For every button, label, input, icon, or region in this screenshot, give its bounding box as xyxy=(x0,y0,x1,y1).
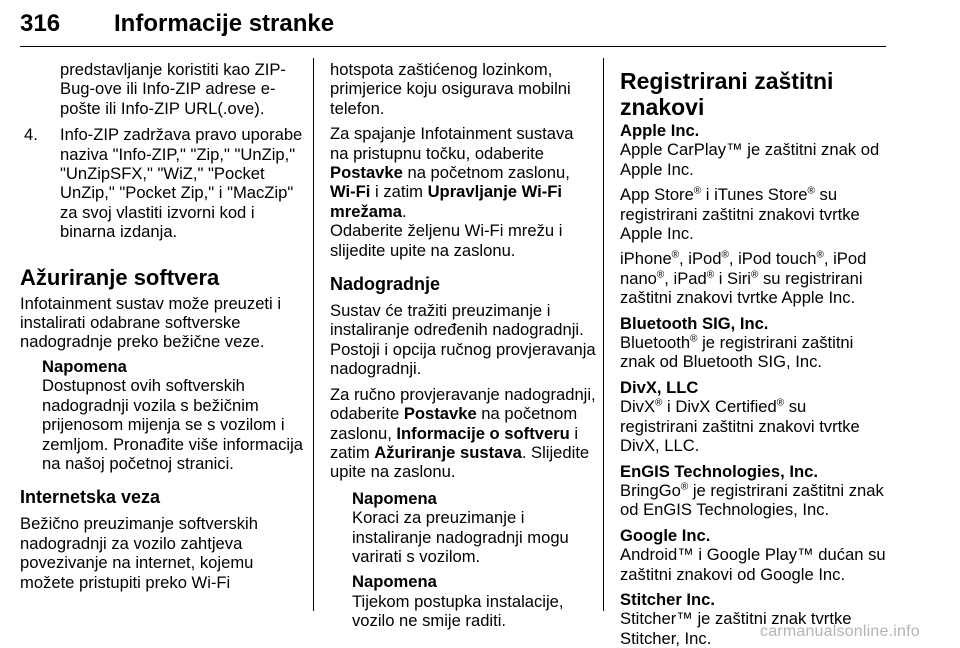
connect-instructions xyxy=(330,124,596,260)
menu-wifi: Wi-Fi xyxy=(330,182,371,202)
subsection-title-internet: Internetska veza xyxy=(20,487,161,508)
apple-store-b: i iTunes Store xyxy=(701,185,808,205)
reg-mark: ® xyxy=(680,481,689,493)
page-number: 316 xyxy=(20,10,61,37)
google-text: Android™ i Google Play™ dućan su zaštitni znakovi od Google Inc. xyxy=(620,545,886,584)
menu-settings: Postavke xyxy=(330,163,403,183)
reg-mark: ® xyxy=(721,249,729,261)
reg-mark: ® xyxy=(656,269,665,281)
bluetooth-b: je registrirani zaštitni znak od Bluetooth SIG, Inc. xyxy=(620,333,854,372)
reg-mark: ® xyxy=(693,185,702,197)
bluetooth-a: Bluetooth xyxy=(620,333,691,353)
engis-a: BringGo xyxy=(620,480,681,500)
page-title: Informacije stranke xyxy=(114,10,335,37)
apple-store-c: su registrirani zaštitni znakovi tvrtke Apple Inc. xyxy=(620,185,860,244)
reg-mark: ® xyxy=(776,397,785,409)
manual-text-c: na početnom zaslonu, xyxy=(330,404,578,443)
note-1-title: Napomena xyxy=(352,488,437,508)
reg-mark: ® xyxy=(750,269,759,281)
divx-a: DivX xyxy=(620,397,656,417)
note-2-text: Tijekom postupka instalacije, vozilo ne smije raditi. xyxy=(352,591,564,631)
connect-text-f: Odaberite željenu Wi-Fi mrežu i slijedite upite na zaslonu. xyxy=(330,221,563,260)
menu-manage-wifi: Upravljanje Wi-Fi mrežama xyxy=(330,182,563,221)
connect-text-c: na početnom zaslonu, xyxy=(402,163,570,183)
menu-settings-2: Postavke xyxy=(403,404,477,424)
updates-intro: Sustav će tražiti preuzimanje i instaliranje određenih nadogradnji. Postoji i opcija ručnog provjeravanja nadogradnji. xyxy=(330,301,596,379)
bluetooth-text xyxy=(620,333,886,372)
reg-mark: ® xyxy=(690,333,698,345)
company-apple: Apple Inc. xyxy=(620,121,700,140)
section-title-software-update: Ažuriranje softvera xyxy=(20,264,220,290)
watermark: carmanualsonline.info xyxy=(760,623,920,640)
company-stitcher: Stitcher Inc. xyxy=(620,589,715,609)
engis-text xyxy=(620,481,886,520)
apple-devices-c: , iPod touch xyxy=(728,249,817,269)
section-title-trademarks: Registrirani zaštitni znakovi xyxy=(620,68,834,120)
list-item-4 xyxy=(20,125,305,241)
divx-c: su registrirani zaštitni znakovi tvrtke DivX, LLC. xyxy=(620,397,860,456)
apple-devices-f: i Siri xyxy=(714,268,751,288)
apple-carplay-text: Apple CarPlay™ je zaštitni znak od Apple Inc. xyxy=(620,140,880,179)
stitcher-text: Stitcher™ je zaštitni znak tvrtke Stitcher, Inc. xyxy=(620,609,852,648)
list-item-tail xyxy=(20,60,305,118)
reg-mark: ® xyxy=(807,185,815,197)
manual-text-e: . Slijedite upite na zaslonu. xyxy=(330,442,590,482)
column-divider-2 xyxy=(603,58,604,611)
apple-devices-d: , iPod nano xyxy=(620,249,867,288)
company-google: Google Inc. xyxy=(620,525,711,545)
reg-mark: ® xyxy=(706,269,715,281)
apple-devices-b: , iPod xyxy=(679,249,722,269)
column-divider-1 xyxy=(313,58,314,611)
apple-devices-a: iPhone xyxy=(620,249,672,269)
reg-mark: ® xyxy=(816,249,824,261)
note-title: Napomena xyxy=(42,356,127,376)
divx-text xyxy=(620,397,886,455)
apple-store-text xyxy=(620,185,886,243)
connect-text-d: i zatim xyxy=(370,182,428,202)
reg-mark: ® xyxy=(671,249,680,261)
company-engis: EnGIS Technologies, Inc. xyxy=(620,461,818,481)
note-1-text: Koraci za preuzimanje i instaliranje nadogradnji mogu varirati s vozilom. xyxy=(352,508,569,566)
internet-text: Bežično preuzimanje softverskih nadogradnji za vozilo zahtjeva povezivanje na internet, kojemu možete pristupiti preko Wi-Fi xyxy=(20,514,258,592)
apple-devices-e: , iPad xyxy=(664,268,707,288)
list-item-tail-text: predstavljanje koristiti kao ZIP-Bug-ove ili Info-ZIP adrese e-pošte ili Info-ZIP URL(.ove). xyxy=(60,60,286,118)
note-text: Dostupnost ovih softverskih nadogradnji vozila s bežičnim prijenosom mijenja se s vozilom i zemljom. Pronađite više informacija na našoj početnoj stranici. xyxy=(42,376,303,473)
menu-software-info: Informacije o softveru xyxy=(396,423,570,443)
software-update-intro: Infotainment sustav može preuzeti i instalirati odabrane softverske nadogradnje preko bežične veze. xyxy=(20,293,282,352)
note-2-title: Napomena xyxy=(352,572,437,592)
connect-text-a: Za spajanje Infotainment sustava na pristupnu točku, odaberite xyxy=(330,124,574,163)
column-2 xyxy=(330,60,596,631)
manual-update-instructions xyxy=(330,385,596,482)
apple-devices-g: su registrirani zaštitni znakovi tvrtke Apple Inc. xyxy=(620,268,863,308)
hotspot-text: hotspota zaštićenog lozinkom, primjerice koju osigurava mobilni telefon. xyxy=(330,60,571,118)
engis-b: je registrirani zaštitni znak od EnGIS Technologies, Inc. xyxy=(620,480,884,520)
company-divx: DivX, LLC xyxy=(620,377,699,397)
menu-system-update: Ažuriranje sustava xyxy=(374,442,522,462)
list-item-4-number: 4. xyxy=(24,125,38,145)
apple-store-a: App Store xyxy=(620,185,694,205)
reg-mark: ® xyxy=(655,397,663,409)
divx-b: i DivX Certified xyxy=(662,397,777,417)
column-1 xyxy=(20,60,305,592)
manual-text-a: Za ručno provjeravanje nadogradnji, odaberite xyxy=(330,384,596,424)
page-header xyxy=(0,0,960,50)
connect-text-e: . xyxy=(401,201,407,221)
company-bluetooth: Bluetooth SIG, Inc. xyxy=(620,313,769,333)
list-item-4-text: Info-ZIP zadržava pravo uporabe naziva "Info-ZIP," "Zip," "UnZip," "UnZipSFX," "WiZ," "Pocket UnZip," "Pocket Zip," i "MacZip" za svoj vlastiti izvorni kod i binarna izdanja. xyxy=(60,125,303,242)
header-rule xyxy=(20,46,886,47)
manual-text-d: i zatim xyxy=(330,423,579,462)
apple-devices-text xyxy=(620,249,886,307)
section-title-updates: Nadogradnje xyxy=(330,274,441,295)
column-3 xyxy=(620,68,886,648)
